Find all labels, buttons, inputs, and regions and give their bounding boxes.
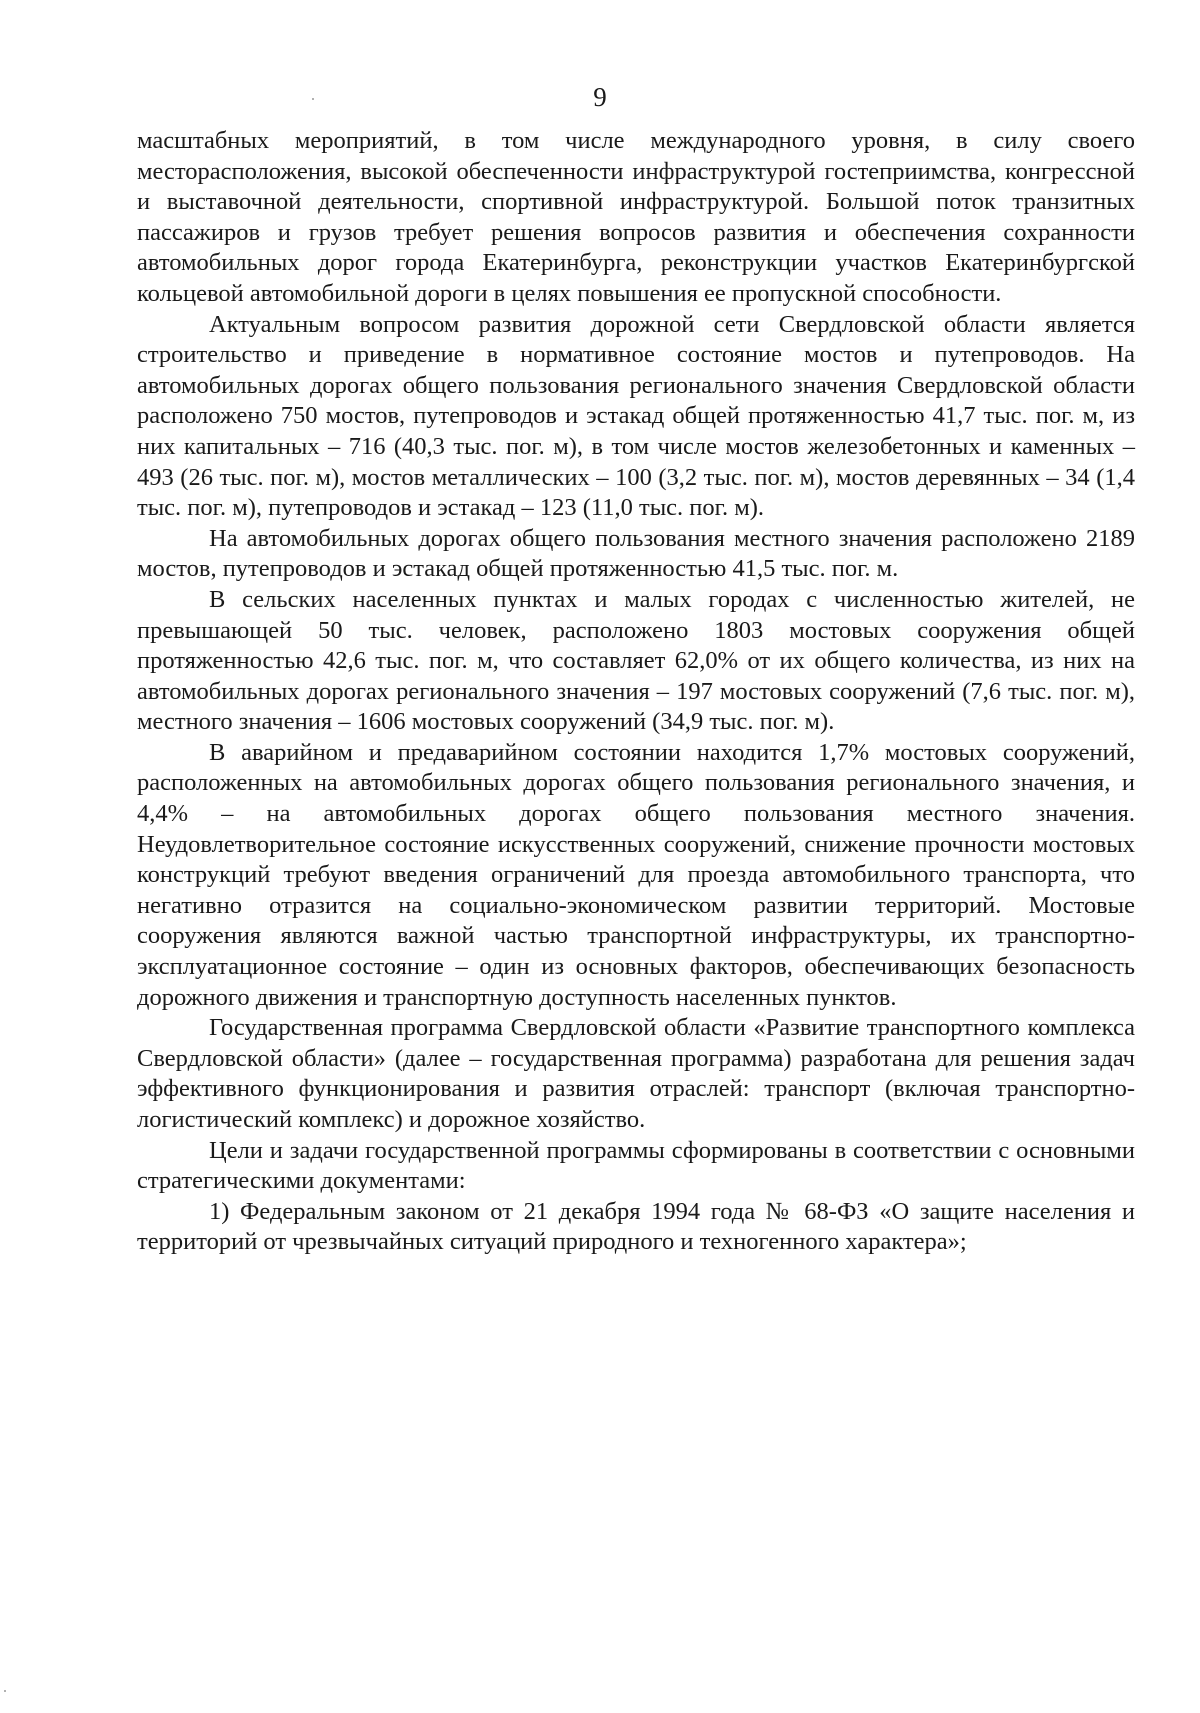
- paragraph: масштабных мероприятий, в том числе международного уровня, в силу своего месторасположения, высокой обеспеченности инфраструктурой гостеприимства, конгрессной и выставочной деятельности, спортивной инфраструктурой. Большой поток транзитных пассажиров и грузов требует решения вопросов развития и обеспечения сохранности автомобильных дорог города Екатеринбурга, реконструкции участков Екатеринбургской кольцевой автомобильной дороги в целях повышения ее пропускной способности.: [137, 127, 1135, 307]
- document-body: [137, 126, 1135, 1258]
- paragraph: В аварийном и предаварийном состоянии находится 1,7% мостовых сооружений, расположенных на автомобильных дорогах общего пользования регионального значения, и 4,4% – на автомобильных дорогах общего пользования местного значения. Неудовлетворительное состояние искусственных сооружений, снижение прочности мостовых конструкций требуют введения ограничений для проезда автомобильного транспорта, что негативно отразится на социально-экономическом развитии территорий. Мостовые сооружения являются важной частью транспортной инфраструктуры, их транспортно-эксплуатационное состояние – один из основных факторов, обеспечивающих безопасность дорожного движения и транспортную доступность населенных пунктов.: [137, 738, 1135, 1011]
- list-item: 1) Федеральным законом от 21 декабря 1994 года № 68-ФЗ «О защите населения и территорий от чрезвычайных ситуаций природного и техногенного характера»;: [137, 1197, 1135, 1256]
- paragraph: В сельских населенных пунктах и малых городах с численностью жителей, не превышающей 50 тыс. человек, расположено 1803 мостовых сооружения общей протяженностью 42,6 тыс. пог. м, что составляет 62,0% от их общего количества, из них на автомобильных дорогах регионального значения – 197 мостовых сооружений (7,6 тыс. пог. м), местного значения – 1606 мостовых сооружений (34,9 тыс. пог. м).: [137, 585, 1135, 736]
- page-number: 9: [593, 82, 607, 112]
- paragraph: На автомобильных дорогах общего пользования местного значения расположено 2189 мостов, путепроводов и эстакад общей протяженностью 41,5 тыс. пог. м.: [137, 524, 1135, 583]
- paragraph: Актуальным вопросом развития дорожной сети Свердловской области является строительство и приведение в нормативное состояние мостов и путепроводов. На автомобильных дорогах общего пользования регионального значения Свердловской области расположено 750 мостов, путепроводов и эстакад общей протяженностью 41,7 тыс. пог. м, из них капитальных – 716 (40,3 тыс. пог. м), в том числе мостов железобетонных и каменных – 493 (26 тыс. пог. м), мостов металлических – 100 (3,2 тыс. пог. м), мостов деревянных – 34 (1,4 тыс. пог. м), путепроводов и эстакад – 123 (11,0 тыс. пог. м).: [137, 310, 1135, 522]
- paragraph: Цели и задачи государственной программы сформированы в соответствии с основными стратегическими документами:: [137, 1136, 1135, 1195]
- paragraph: Государственная программа Свердловской области «Развитие транспортного комплекса Свердловской области» (далее – государственная программа) разработана для решения задач эффективного функционирования и развития отраслей: транспорт (включая транспортно-логистический комплекс) и дорожное хозяйство.: [137, 1014, 1135, 1133]
- scan-speck: [4, 1690, 6, 1692]
